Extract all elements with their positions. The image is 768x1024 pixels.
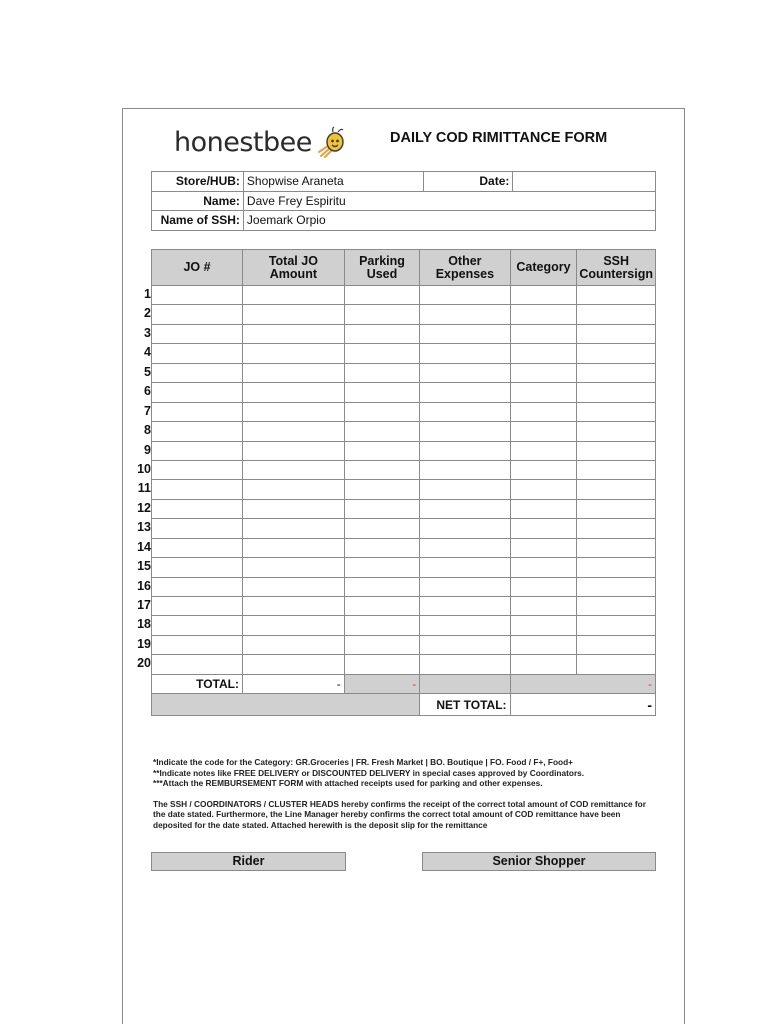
store-field[interactable]: Shopwise Araneta	[243, 172, 423, 192]
row-number: 11	[137, 481, 151, 496]
ssh-label: Name of SSH:	[152, 211, 244, 231]
table-row	[152, 363, 656, 382]
cell-ssh-countersign[interactable]	[577, 402, 656, 421]
cell-parking-used[interactable]	[344, 635, 419, 654]
table-row	[152, 286, 656, 305]
row-number: 16	[137, 578, 151, 593]
row-number: 19	[137, 636, 151, 651]
cell-ssh-countersign[interactable]	[577, 616, 656, 635]
col-header-jo: JO #	[152, 250, 243, 286]
row-number: 3	[144, 325, 151, 340]
cell-parking-used[interactable]	[344, 577, 419, 596]
row-number: 12	[137, 500, 151, 515]
cell-total-jo-amount[interactable]	[243, 519, 345, 538]
cell-ssh-countersign[interactable]	[577, 305, 656, 324]
row-number: 13	[137, 520, 151, 535]
table-row	[152, 422, 656, 441]
cell-ssh-countersign[interactable]	[577, 480, 656, 499]
cell-jo[interactable]	[152, 519, 243, 538]
cell-parking-used[interactable]	[344, 538, 419, 557]
cell-category[interactable]	[510, 635, 577, 654]
date-field[interactable]	[513, 172, 656, 192]
cell-ssh-countersign[interactable]	[577, 324, 656, 343]
cell-ssh-countersign[interactable]	[577, 635, 656, 654]
cell-parking-used[interactable]	[344, 363, 419, 382]
cell-category[interactable]	[510, 286, 577, 305]
cell-category[interactable]	[510, 422, 577, 441]
cell-total-jo-amount[interactable]	[243, 655, 345, 674]
note-reimbursement: ***Attach the REMBURSEMENT FORM with attached receipts used for parking and other expenses.	[153, 778, 543, 788]
store-row	[152, 172, 656, 192]
cell-jo[interactable]	[152, 499, 243, 518]
row-number: 8	[144, 423, 151, 438]
cell-ssh-countersign[interactable]	[577, 655, 656, 674]
table-row	[152, 324, 656, 343]
cell-ssh-countersign[interactable]	[577, 577, 656, 596]
cell-ssh-countersign[interactable]	[577, 422, 656, 441]
cell-category[interactable]	[510, 519, 577, 538]
cell-other-expenses[interactable]	[420, 597, 510, 616]
info-table	[151, 171, 656, 231]
cell-other-expenses[interactable]	[420, 558, 510, 577]
table-row	[152, 480, 656, 499]
cell-parking-used[interactable]	[344, 422, 419, 441]
cell-ssh-countersign[interactable]	[577, 286, 656, 305]
row-number: 9	[144, 442, 151, 457]
cell-other-expenses[interactable]	[420, 616, 510, 635]
cell-other-expenses[interactable]	[420, 499, 510, 518]
cell-total-jo-amount[interactable]	[243, 616, 345, 635]
cell-category[interactable]	[510, 558, 577, 577]
row-number: 10	[137, 461, 151, 476]
row-number: 1	[144, 287, 151, 301]
cell-jo[interactable]	[152, 305, 243, 324]
cell-ssh-countersign[interactable]	[577, 499, 656, 518]
cell-jo[interactable]	[152, 460, 243, 479]
cell-ssh-countersign[interactable]	[577, 460, 656, 479]
cell-total-jo-amount[interactable]	[243, 635, 345, 654]
cell-total-jo-amount[interactable]	[243, 538, 345, 557]
name-row	[152, 191, 656, 211]
store-label: Store/HUB:	[152, 172, 244, 192]
cell-category[interactable]	[510, 460, 577, 479]
table-row	[152, 499, 656, 518]
row-number: 6	[144, 384, 151, 399]
cell-total-jo-amount[interactable]	[243, 383, 345, 402]
cell-ssh-countersign[interactable]	[577, 597, 656, 616]
cell-category[interactable]	[510, 480, 577, 499]
col-header-parking-used: Parking Used	[344, 250, 419, 286]
row-number: 4	[144, 345, 151, 360]
row-number: 5	[144, 364, 151, 379]
cell-total-jo-amount[interactable]	[243, 499, 345, 518]
table-row	[152, 305, 656, 324]
cell-total-jo-amount[interactable]	[243, 363, 345, 382]
total-category	[510, 674, 655, 693]
cell-parking-used[interactable]	[344, 286, 419, 305]
name-label: Name:	[152, 191, 244, 211]
cell-parking-used[interactable]	[344, 480, 419, 499]
cell-category[interactable]	[510, 499, 577, 518]
cell-parking-used[interactable]	[344, 402, 419, 421]
note-delivery: **Indicate notes like FREE DELIVERY or DISCOUNTED DELIVERY in special cases approved by Coordinators.	[153, 767, 585, 778]
confirmation-paragraph: The SSH / COORDINATORS / CLUSTER HEADS hereby confirms the receipt of the correct total amount of COD remittance for the date stated. Furthermore, the Line Manager hereby confirms the correct total amount of COD remittance have been deposited for the date stated. Attached herewith is the deposit slip for the remittance	[153, 798, 646, 830]
cell-parking-used[interactable]	[344, 558, 419, 577]
cell-category[interactable]	[510, 538, 577, 557]
cell-jo[interactable]	[152, 286, 243, 305]
net-total-spacer	[152, 694, 420, 716]
cell-parking-used[interactable]	[344, 383, 419, 402]
row-number: 14	[137, 539, 151, 554]
cell-ssh-countersign[interactable]	[577, 519, 656, 538]
cell-total-jo-amount[interactable]	[243, 402, 345, 421]
cell-ssh-countersign[interactable]	[577, 558, 656, 577]
table-row	[152, 402, 656, 421]
cell-parking-used[interactable]	[344, 616, 419, 635]
cell-jo[interactable]	[152, 635, 243, 654]
cell-total-jo-amount[interactable]	[243, 460, 345, 479]
cell-jo[interactable]	[152, 577, 243, 596]
cell-category[interactable]	[510, 577, 577, 596]
cell-jo[interactable]	[152, 480, 243, 499]
cell-other-expenses[interactable]	[420, 286, 510, 305]
cell-ssh-countersign[interactable]	[577, 383, 656, 402]
cell-category[interactable]	[510, 655, 577, 674]
cell-category[interactable]	[510, 441, 577, 460]
cell-parking-used[interactable]	[344, 460, 419, 479]
table-row	[152, 577, 656, 596]
cell-jo[interactable]	[152, 538, 243, 557]
cell-ssh-countersign[interactable]	[577, 344, 656, 363]
col-header-category: Category	[510, 250, 577, 286]
total-row	[152, 674, 656, 693]
cell-category[interactable]	[510, 383, 577, 402]
row-number-column	[131, 285, 151, 674]
row-number: 7	[144, 403, 151, 418]
cell-total-jo-amount[interactable]	[243, 480, 345, 499]
row-number: 18	[137, 617, 151, 632]
name-field[interactable]: Dave Frey Espiritu	[243, 191, 655, 211]
cell-category[interactable]	[510, 305, 577, 324]
cell-ssh-countersign[interactable]	[577, 538, 656, 557]
cell-parking-used[interactable]	[344, 305, 419, 324]
cell-other-expenses[interactable]	[420, 344, 510, 363]
row-number: 2	[144, 306, 151, 321]
net-total-value: -	[510, 694, 655, 716]
notes-section	[153, 757, 653, 830]
remittance-table	[151, 249, 656, 716]
table-row	[152, 655, 656, 674]
cell-jo[interactable]	[152, 597, 243, 616]
row-number: 17	[137, 598, 151, 612]
cell-parking-used[interactable]	[344, 519, 419, 538]
cell-total-jo-amount[interactable]	[243, 305, 345, 324]
cell-jo[interactable]	[152, 558, 243, 577]
table-row	[152, 558, 656, 577]
row-number: 15	[137, 559, 151, 574]
cell-other-expenses[interactable]	[420, 519, 510, 538]
col-header-total-jo-amount: Total JO Amount	[243, 250, 345, 286]
rider-signature-box[interactable]: Rider	[151, 852, 346, 871]
cell-total-jo-amount[interactable]	[243, 344, 345, 363]
table-row	[152, 635, 656, 654]
note-category: *Indicate the code for the Category: GR.Groceries | FR. Fresh Market | BO. Boutique | FO. Food / F+, Food+	[153, 757, 574, 767]
cell-jo[interactable]	[152, 324, 243, 343]
form-title: DAILY COD RIMITTANCE FORM	[390, 130, 608, 146]
cell-total-jo-amount[interactable]	[243, 558, 345, 577]
row-number: 20	[137, 656, 151, 671]
cell-parking-used[interactable]	[344, 655, 419, 674]
cell-ssh-countersign[interactable]	[577, 441, 656, 460]
total-jo-amount: -	[243, 674, 345, 693]
cell-category[interactable]	[510, 324, 577, 343]
table-header-row	[152, 250, 656, 286]
net-total-row	[152, 694, 656, 716]
honestbee-logo	[174, 122, 346, 162]
senior-shopper-signature-box[interactable]: Senior Shopper	[422, 852, 656, 871]
table-row	[152, 616, 656, 635]
cell-total-jo-amount[interactable]	[243, 286, 345, 305]
cell-jo[interactable]	[152, 422, 243, 441]
cell-jo[interactable]	[152, 344, 243, 363]
table-row	[152, 441, 656, 460]
total-category-value: -	[648, 676, 652, 691]
cell-other-expenses[interactable]	[420, 577, 510, 596]
cell-total-jo-amount[interactable]	[243, 577, 345, 596]
cell-other-expenses[interactable]	[420, 441, 510, 460]
cell-parking-used[interactable]	[344, 344, 419, 363]
cell-category[interactable]	[510, 344, 577, 363]
cell-other-expenses[interactable]	[420, 635, 510, 654]
table-row	[152, 344, 656, 363]
cell-other-expenses[interactable]	[420, 655, 510, 674]
cell-other-expenses[interactable]	[420, 402, 510, 421]
cell-total-jo-amount[interactable]	[243, 324, 345, 343]
bee-icon	[316, 126, 346, 158]
table-row	[152, 383, 656, 402]
cell-jo[interactable]	[152, 441, 243, 460]
cell-parking-used[interactable]	[344, 324, 419, 343]
cell-parking-used[interactable]	[344, 441, 419, 460]
cell-other-expenses[interactable]	[420, 538, 510, 557]
cell-other-expenses[interactable]	[420, 363, 510, 382]
cell-parking-used[interactable]	[344, 597, 419, 616]
cell-other-expenses[interactable]	[420, 422, 510, 441]
table-row	[152, 460, 656, 479]
cell-total-jo-amount[interactable]	[243, 597, 345, 616]
cell-category[interactable]	[510, 363, 577, 382]
col-header-other-expenses: Other Expenses	[420, 250, 510, 286]
date-label: Date:	[423, 172, 513, 192]
cell-ssh-countersign[interactable]	[577, 363, 656, 382]
cell-other-expenses[interactable]	[420, 383, 510, 402]
cell-jo[interactable]	[152, 383, 243, 402]
total-other-expenses	[420, 674, 510, 693]
ssh-field[interactable]: Joemark Orpio	[243, 211, 655, 231]
total-label: TOTAL:	[152, 674, 243, 693]
cell-other-expenses[interactable]	[420, 460, 510, 479]
cell-category[interactable]	[510, 597, 577, 616]
cell-other-expenses[interactable]	[420, 305, 510, 324]
cell-total-jo-amount[interactable]	[243, 441, 345, 460]
cell-total-jo-amount[interactable]	[243, 422, 345, 441]
logo-text: honestbee	[174, 126, 312, 158]
cell-jo[interactable]	[152, 402, 243, 421]
cell-other-expenses[interactable]	[420, 324, 510, 343]
col-header-ssh-countersign: SSH Countersign	[577, 250, 656, 286]
cell-jo[interactable]	[152, 655, 243, 674]
cell-category[interactable]	[510, 616, 577, 635]
cell-parking-used[interactable]	[344, 499, 419, 518]
cell-jo[interactable]	[152, 363, 243, 382]
total-parking: -	[344, 674, 419, 693]
table-row	[152, 538, 656, 557]
table-row	[152, 597, 656, 616]
net-total-label: NET TOTAL:	[420, 694, 510, 716]
ssh-row	[152, 211, 656, 231]
cell-other-expenses[interactable]	[420, 480, 510, 499]
table-row	[152, 519, 656, 538]
cell-jo[interactable]	[152, 616, 243, 635]
cell-category[interactable]	[510, 402, 577, 421]
